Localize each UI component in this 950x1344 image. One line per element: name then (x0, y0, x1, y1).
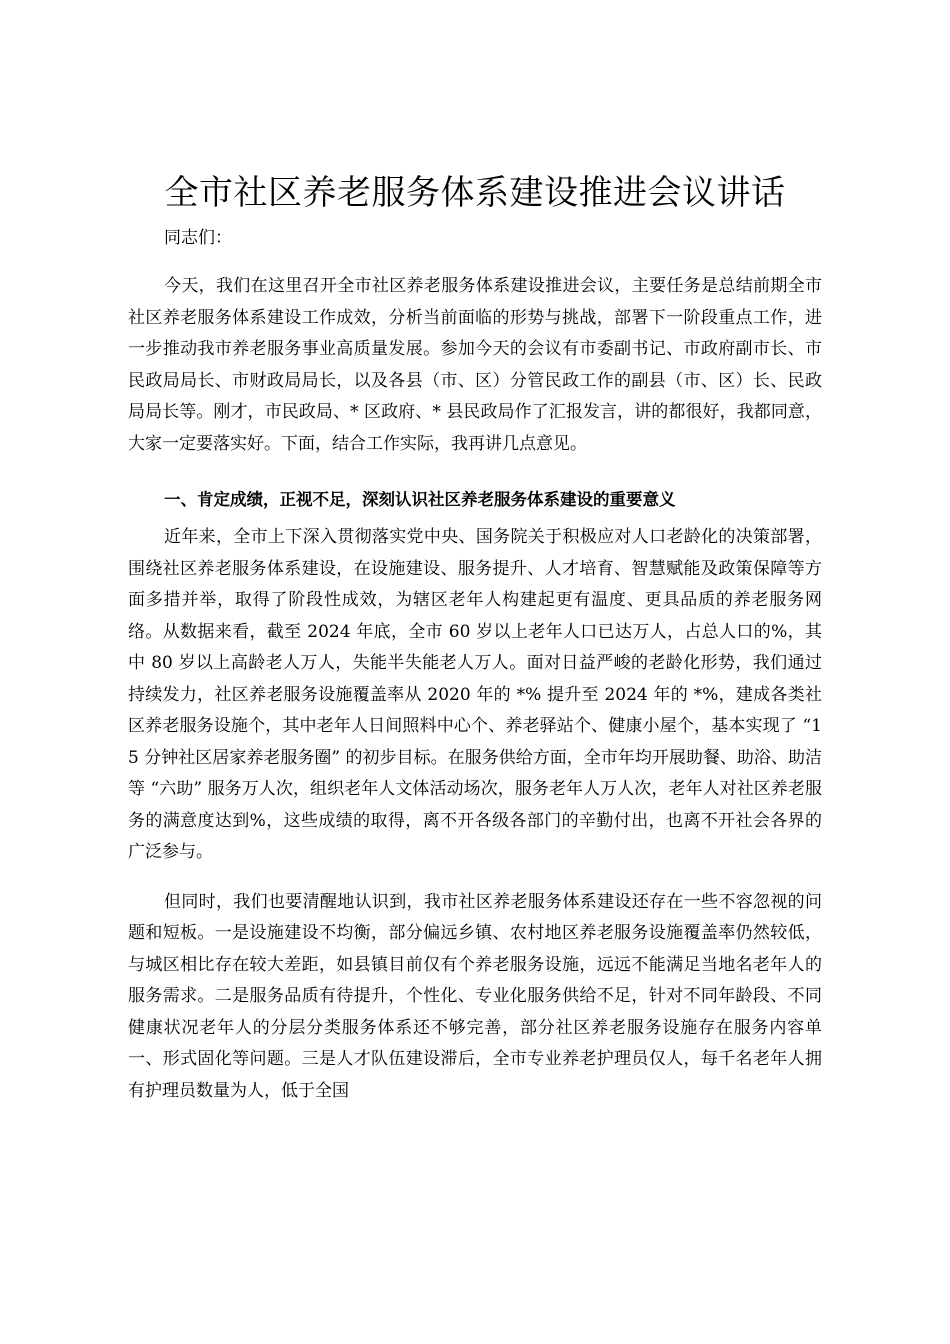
salutation: 同志们： (164, 228, 232, 248)
intro-paragraph: 今天，我们在这里召开全市社区养老服务体系建设推进会议，主要任务是总结前期全市社区养老服务体系建设工作成效，分析当前面临的形势与挑战，部署下一阶段重点工作，进一步推动我市养老服务事业高质量发展。参加今天的会议有市委副书记、市政府副市长、市民政局局长、市财政局局长，以及各县（市、区）分管民政工作的副县（市、区）长、民政局局长等。刚才，市民政局、* 区政府、* 县民政局作了汇报发言，讲的都很好，我都同意，大家一定要落实好。下面，结合工作实际，我再讲几点意见。 (128, 276, 822, 454)
achievements-paragraph: 近年来，全市上下深入贯彻落实党中央、国务院关于积极应对人口老龄化的决策部署，围绕社区养老服务体系建设，在设施建设、服务提升、人才培育、智慧赋能及政策保障等方面多措并举，取得了阶段性成效，为辖区老年人构建起更有温度、更具品质的养老服务网络。从数据来看，截至 2024 年底，全市 60 岁以上老年人口已达万人，占总人口的%，其中 80 岁以上高龄老人万人，失能半失能老人万人。面对日益严峻的老龄化形势，我们通过持续发力，社区养老服务设施覆盖率从 2020 年的 *% 提升至 2024 年的 *%，建成各类社区养老服务设施个，其中老年人日间照料中心个、养老驿站个、健康小屋个，基本实现了 “15 分钟社区居家养老服务圈” 的初步目标。在服务供给方面，全市年均开展助餐、助浴、助洁等 “六助” 服务万人次，组织老年人文体活动场次，服务老年人万人次，老年人对社区养老服务的满意度达到%，这些成绩的取得，离不开各级各部门的辛勤付出，也离不开社会各界的广泛参与。 (128, 527, 822, 862)
document-page (128, 168, 822, 1107)
section-heading-1: 一、肯定成绩，正视不足，深刻认识社区养老服务体系建设的重要意义 (164, 490, 676, 509)
problems-paragraph: 但同时，我们也要清醒地认识到，我市社区养老服务体系建设还存在一些不容忽视的问题和短板。一是设施建设不均衡，部分偏远乡镇、农村地区养老服务设施覆盖率仍然较低，与城区相比存在较大差距，如县镇目前仅有个养老服务设施，远远不能满足当地名老年人的服务需求。二是服务品质有待提升，个性化、专业化服务供给不足，针对不同年龄段、不同健康状况老年人的分层分类服务体系还不够完善，部分社区养老服务设施存在服务内容单一、形式固化等问题。三是人才队伍建设滞后，全市专业养老护理员仅人，每千名老年人拥有护理员数量为人，低于全国 (128, 891, 822, 1101)
document-title: 全市社区养老服务体系建设推进会议讲话 (164, 173, 786, 213)
